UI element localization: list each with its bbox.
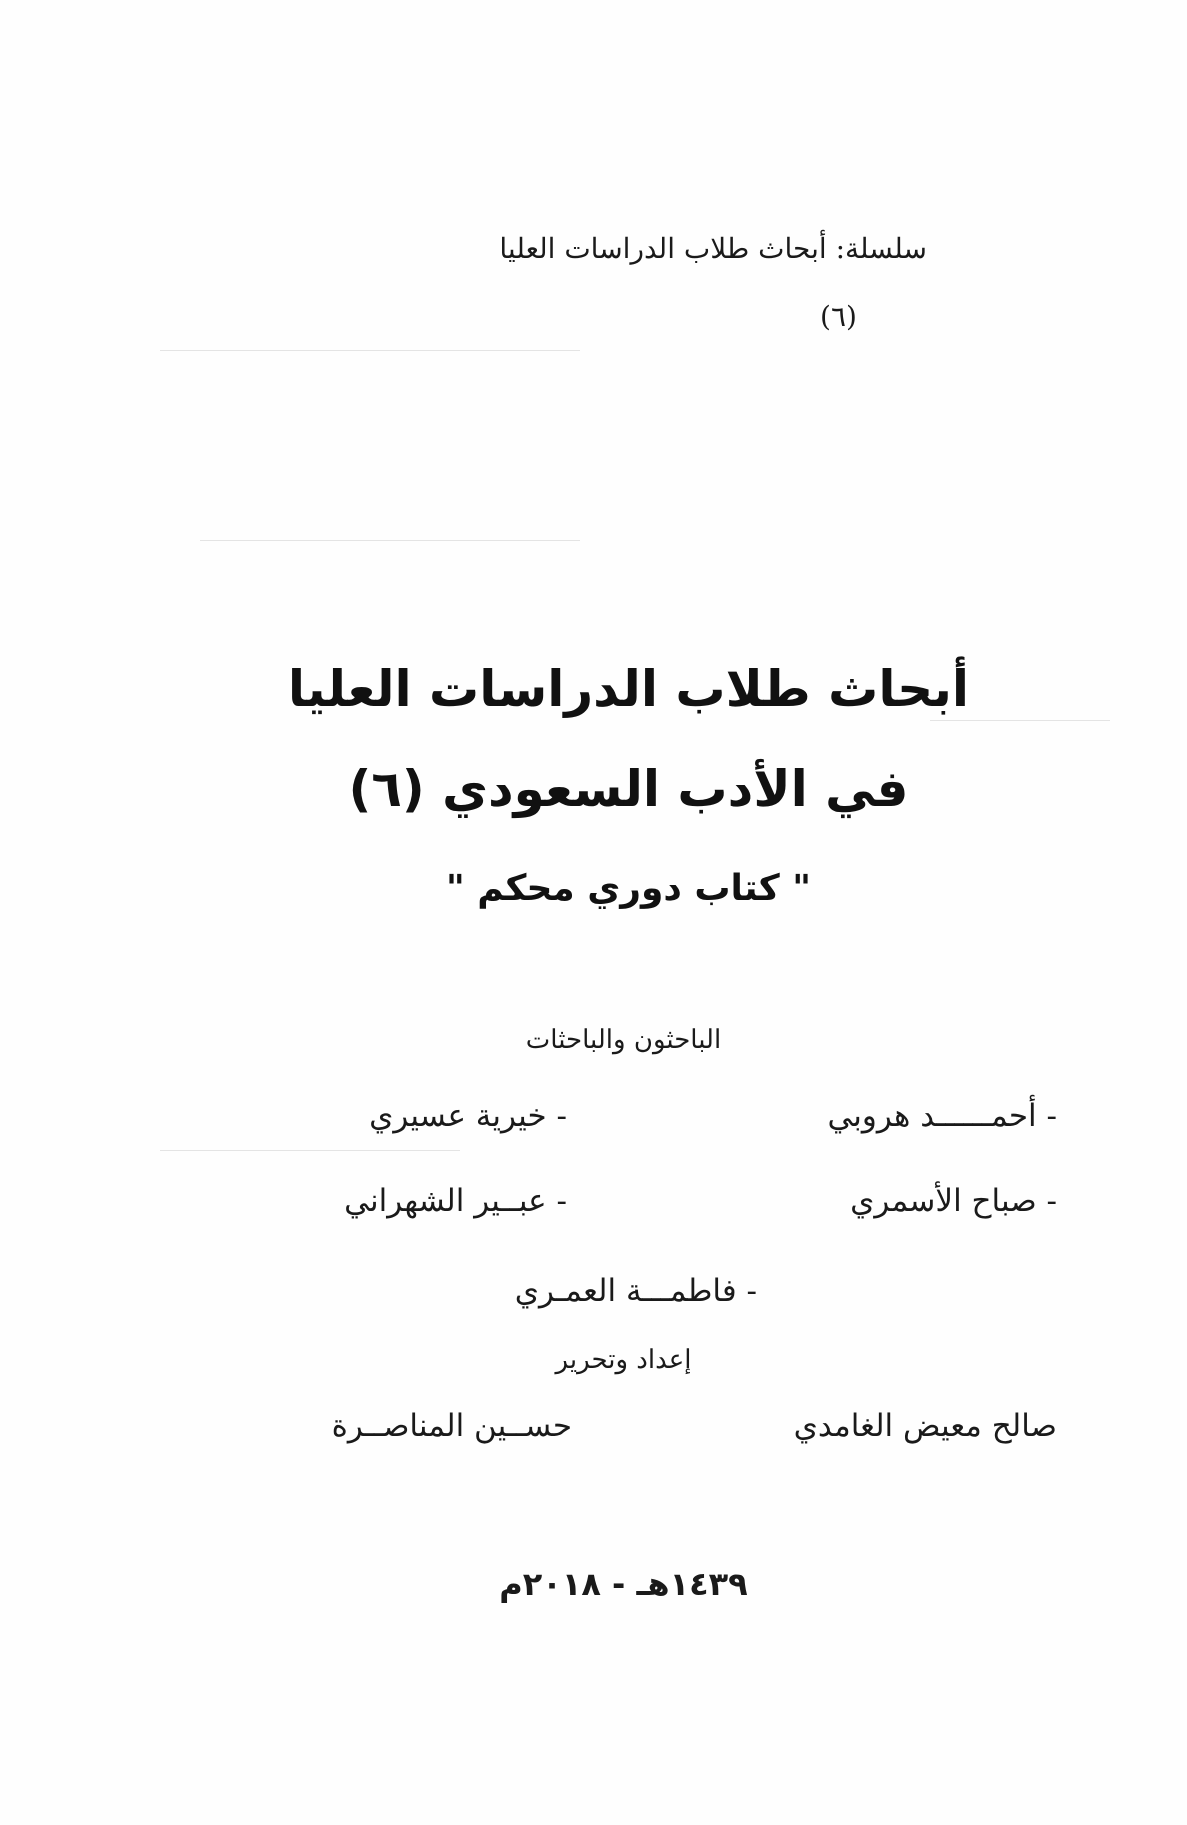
scan-artifact (160, 1150, 460, 1151)
book-title-line-2: في الأدب السعودي (٦) (348, 760, 909, 818)
scan-artifact (200, 540, 580, 541)
book-title-line-1: أبحاث طلاب الدراسات العليا (287, 660, 970, 718)
editor-name: صالح معيض الغامدي (793, 1408, 1057, 1444)
series-line: سلسلة: أبحاث طلاب الدراسات العليا (499, 232, 927, 265)
series-number: (٦) (820, 300, 857, 333)
researcher-name: - فاطمـــة العمـري (514, 1273, 757, 1309)
researcher-name: - أحمــــــد هروبي (827, 1098, 1057, 1134)
researcher-name: - خيرية عسيري (369, 1098, 567, 1134)
scan-artifact (930, 720, 1110, 721)
researcher-name: - عبــير الشهراني (344, 1183, 567, 1219)
researchers-label: الباحثون والباحثات (525, 1025, 722, 1055)
researcher-name: - صباح الأسمري (850, 1183, 1057, 1219)
editing-label: إعداد وتحرير (555, 1345, 692, 1375)
publication-date: ١٤٣٩هـ - ٢٠١٨م (499, 1565, 748, 1603)
scan-artifact (160, 350, 580, 351)
editor-name: حســين المناصــرة (331, 1408, 572, 1444)
book-subtitle: " كتاب دوري محكم " (446, 868, 811, 909)
